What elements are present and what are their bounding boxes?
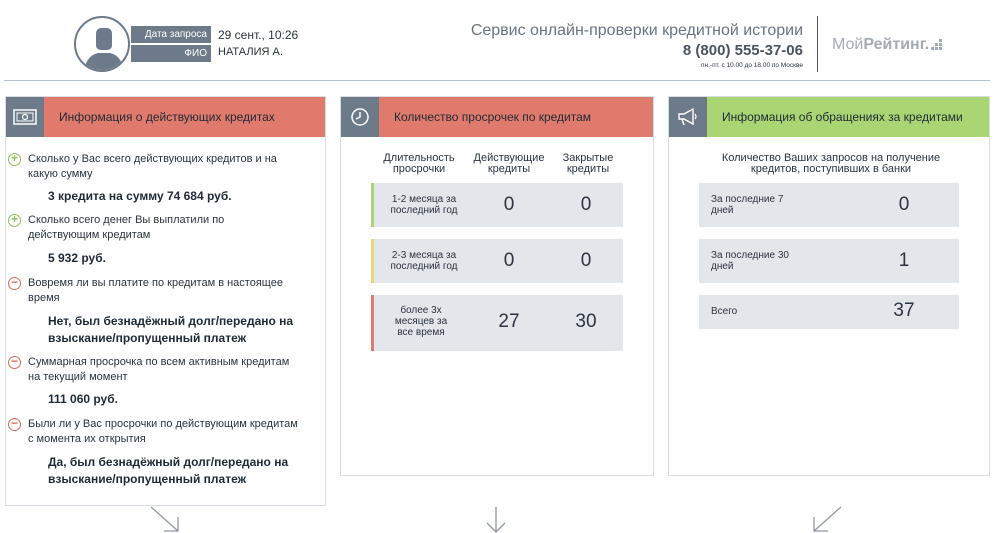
money-icon <box>6 97 44 137</box>
minus-circle-icon: − <box>8 277 21 290</box>
brand-name-bold: Рейтинг. <box>863 36 930 53</box>
question-4 <box>10 354 298 385</box>
question-1-text: Сколько у Вас всего действующих кредитов и на какую сумму <box>28 153 277 180</box>
arrow-down-icon <box>482 505 510 533</box>
header-rule <box>4 80 990 81</box>
arrow-down-left-icon <box>808 505 844 533</box>
service-phone[interactable]: 8 (800) 555-37-06 <box>682 42 803 59</box>
clock-icon <box>341 97 379 137</box>
answer-5: Да, был безнадёжный долг/передано на взыскание/пропущенный платеж <box>48 455 289 486</box>
requests-panel <box>668 96 990 476</box>
request-date-value: 29 сент., 10:26 <box>218 28 299 42</box>
row-active-value: 0 <box>503 194 515 215</box>
rating-bars-icon <box>931 39 941 50</box>
question-2 <box>10 212 298 243</box>
requests-title: Информация об обращениях за кредитами <box>707 97 989 137</box>
question-4-text: Суммарная просрочка по всем активным кредитам на текущий момент <box>28 356 290 383</box>
row-active-value: 0 <box>503 250 515 271</box>
arrow-down-right-icon <box>148 505 184 533</box>
requests-header <box>669 97 989 137</box>
question-5-text: Были ли у Вас просрочки по действующим кредитам с момента их открытия <box>28 418 298 445</box>
row-label: 2-3 месяца за последний год <box>390 250 458 272</box>
brand-name-light: Мой <box>832 36 864 53</box>
service-hours: пн.-пт. с 10.00 до 18.00 по Москве <box>700 62 803 69</box>
service-title: Сервис онлайн-проверки кредитной истории <box>470 22 803 39</box>
full-name-tag: ФИО <box>131 45 211 62</box>
table-row <box>699 239 959 283</box>
overdue-title: Количество просрочек по кредитам <box>379 97 653 137</box>
row-value: 1 <box>898 250 910 271</box>
header-divider <box>817 16 818 72</box>
overdue-panel <box>340 96 654 476</box>
row-value: 0 <box>898 194 910 215</box>
user-silhouette-icon <box>76 18 130 72</box>
row-label: Всего <box>711 306 738 317</box>
megaphone-icon <box>669 97 707 137</box>
row-active-value: 27 <box>498 311 520 332</box>
minus-circle-icon: − <box>8 418 21 431</box>
answer-2: 5 932 руб. <box>48 251 106 265</box>
col-active: Действующие кредиты <box>473 152 545 175</box>
row-label: За последние 7 дней <box>711 194 784 216</box>
row-label: За последние 30 дней <box>711 250 789 272</box>
table-row <box>371 183 623 227</box>
col-duration: Длительность просрочки <box>383 152 455 175</box>
overdue-header <box>341 97 653 137</box>
row-label: 1-2 месяца за последний год <box>390 194 458 216</box>
answer-1: 3 кредита на сумму 74 684 руб. <box>48 189 232 203</box>
avatar <box>74 16 130 72</box>
plus-circle-icon: + <box>8 214 21 227</box>
row-closed-value: 0 <box>580 194 592 215</box>
table-row <box>699 183 959 227</box>
question-2-text: Сколько всего денег Вы выплатили по действующим кредитам <box>28 214 225 241</box>
row-value: 37 <box>893 300 915 321</box>
minus-circle-icon: − <box>8 356 21 369</box>
question-3 <box>10 275 298 306</box>
table-row <box>699 295 959 329</box>
requests-intro: Количество Ваших запросов на получение кредитов, поступивших в банки <box>721 152 941 175</box>
row-closed-value: 30 <box>575 311 597 332</box>
table-row <box>371 295 623 351</box>
row-label: более 3х месяцев за все время <box>394 305 448 338</box>
col-closed: Закрытые кредиты <box>562 152 614 175</box>
full-name-value: НАТАЛИЯ А. <box>218 46 283 58</box>
request-date-tag: Дата запроса <box>131 26 211 43</box>
brand-logo[interactable] <box>832 36 941 54</box>
table-row <box>371 239 623 283</box>
answer-3: Нет, был безнадёжный долг/передано на взыскание/пропущенный платеж <box>48 314 294 345</box>
credits-info-header <box>6 97 325 137</box>
credits-info-title: Информация о действующих кредитах <box>44 97 325 137</box>
question-5 <box>10 416 298 447</box>
question-1 <box>10 151 298 182</box>
plus-circle-icon: + <box>8 153 21 166</box>
question-3-text: Вовремя ли вы платите по кредитам в настоящее время <box>28 277 283 304</box>
answer-4: 111 060 руб. <box>48 392 118 406</box>
row-closed-value: 0 <box>580 250 592 271</box>
credits-info-panel <box>5 96 326 506</box>
report-header <box>0 0 1001 82</box>
